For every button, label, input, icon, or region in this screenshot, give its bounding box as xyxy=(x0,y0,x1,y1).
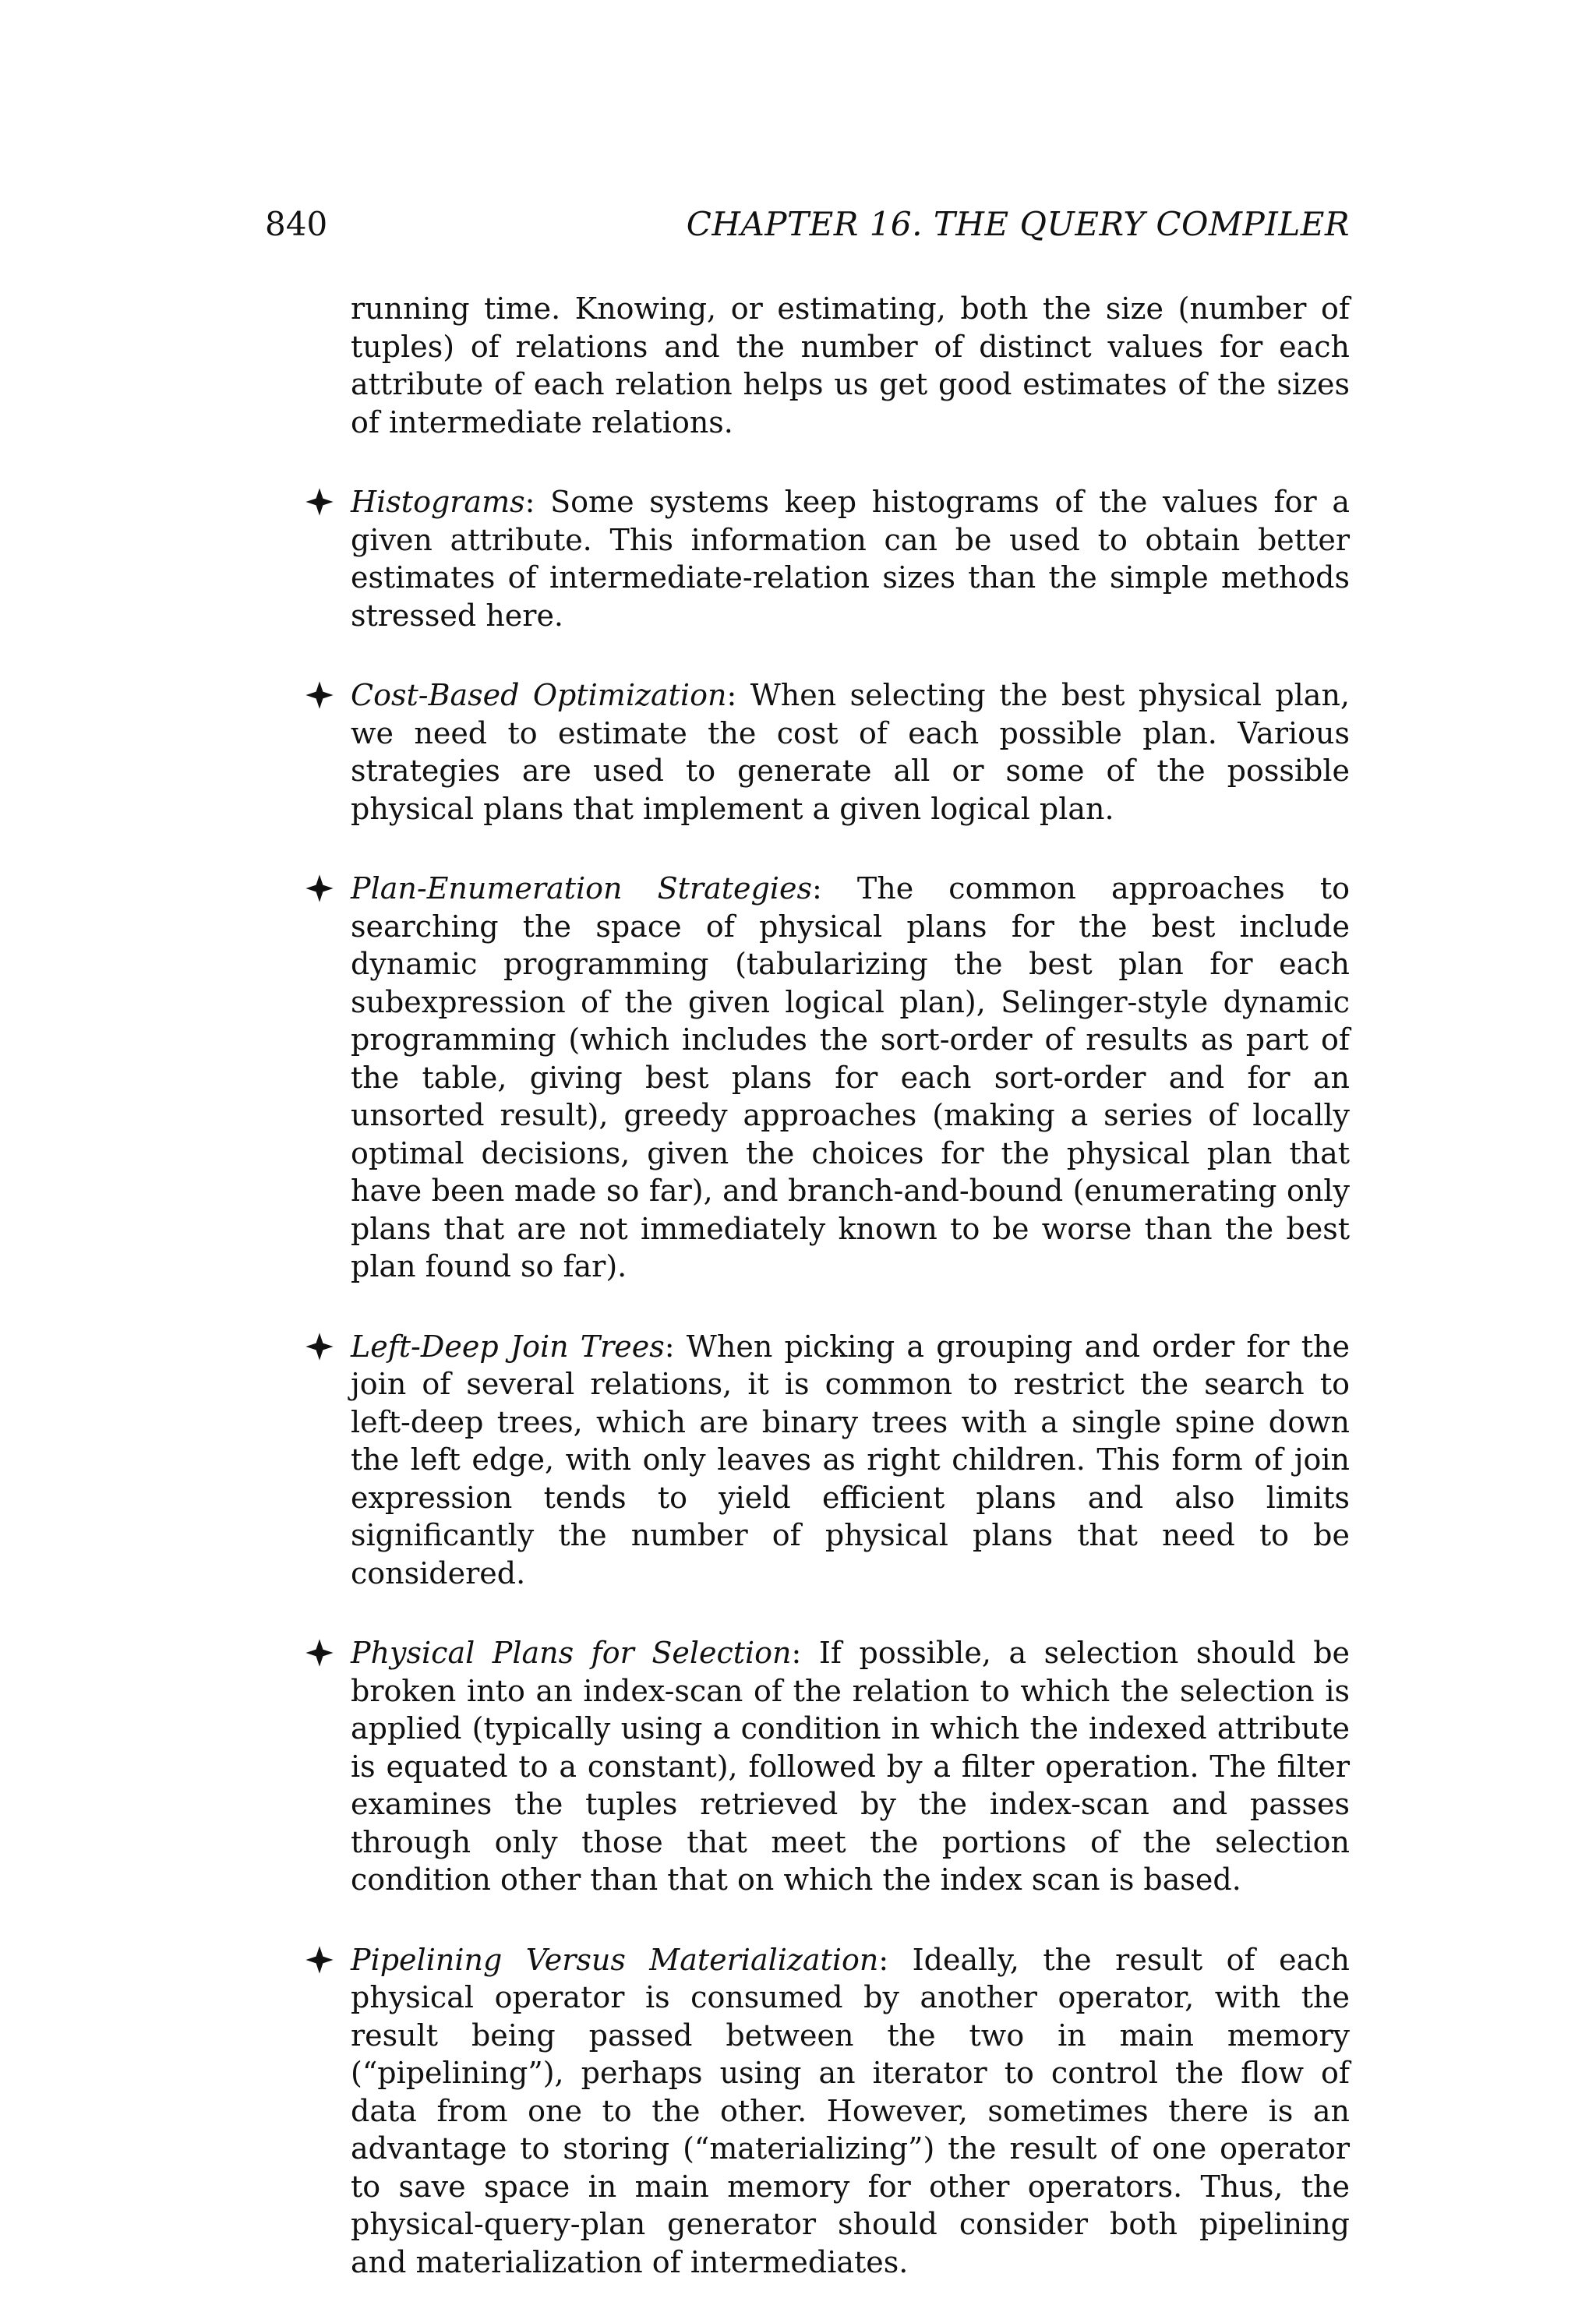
bullet-term: Physical Plans for Selection xyxy=(351,1636,792,1670)
bullet-text: When picking a grouping and order for the join of several relations, it is common to restrict the search to left-deep trees, which are binary trees with a single spine down the left edge, with only leaves as right children. This form of join expression tends to yield efficient plans and also limits significantly the number of physical plans that need to be considered. xyxy=(351,1329,1350,1590)
bullet-plan-enumeration-strategies: Plan-Enumeration Strategies: The common approaches to searching the space of physical plans for the best include dynamic programming (tabularizing the best plan for each subexpression of the given logical plan), Selinger-style dynamic programming (which includes the sort-order of results as part of the table, giving best plans for each sort-order and for an unsorted result), greedy approaches (making a series of locally optimal decisions, given the choices for the physical plan that have been made so far), and branch-and-bound (enumerating only plans that are not immediately known to be worse than the best plan found so far). xyxy=(351,870,1350,1286)
running-head xyxy=(265,201,1350,248)
bullet-text: If possible, a selection should be broken into an index-scan of the relation to which the selection is applied (typically using a condition in which the indexed attribute is equated to a constant), followed by a filter operation. The filter examines the tuples retrieved by the index-scan and passes through only those that meet the portions of the selection condition other than that on which the index scan is based. xyxy=(351,1636,1351,1897)
four-pointed-star-icon xyxy=(302,1634,337,1672)
bullet-cost-based-optimization: Cost-Based Optimization: When selecting the best physical plan, we need to estimate the cost of each possible plan. Various strategies are used to generate all or some of the possible physical plans that implement a given logical plan. xyxy=(351,676,1350,828)
bullet-term: Left-Deep Join Trees xyxy=(351,1329,665,1364)
four-pointed-star-icon xyxy=(302,870,337,907)
four-pointed-star-icon xyxy=(302,1941,337,1979)
bullet-physical-plans-for-selection: Physical Plans for Selection: If possible, a selection should be broken into an index-scan of the relation to which the selection is applied (typically using a condition in which the indexed attribute is equated to a constant), followed by a filter operation. The filter examines the tuples retrieved by the index-scan and passes through only those that meet the portions of the selection condition other than that on which the index scan is based. xyxy=(351,1634,1350,1899)
page-number: 840 xyxy=(265,205,328,243)
four-pointed-star-icon xyxy=(302,1328,337,1365)
bullet-text: The common approaches to searching the space of physical plans for the best include dynamic programming (tabularizing the best plan for each subexpression of the given logical plan), Selinger-style dynamic programming (which includes the sort-order of results as part of the table, giving best plans for each sort-order and for an unsorted result), greedy approaches (making a series of locally optimal decisions, given the choices for the physical plan that have been made so far), and branch-and-bound (enumerating only plans that are not immediately known to be worse than the best plan found so far). xyxy=(351,871,1350,1283)
bullet-left-deep-join-trees: Left-Deep Join Trees: When picking a grouping and order for the join of several relations, it is common to restrict the search to left-deep trees, which are binary trees with a single spine down the left edge, with only leaves as right children. This form of join expression tends to yield efficient plans and also limits significantly the number of physical plans that need to be considered. xyxy=(351,1328,1350,1593)
bullet-term: Plan-Enumeration Strategies xyxy=(351,871,812,906)
bullet-text: Ideally, the result of each physical operator is consumed by another operator, with the result being passed between the two in main memory (“pipelining”), perhaps using an iterator to control the flow of data from one to the other. However, sometimes there is an advantage to storing (“materializing”) the result of one operator to save space in main memory for other operators. Thus, the physical-query-plan generator should consider both pipelining and materialization of intermediates. xyxy=(351,1942,1350,2279)
four-pointed-star-icon xyxy=(302,483,337,521)
four-pointed-star-icon xyxy=(302,676,337,714)
bullet-text: Some systems keep histograms of the values for a given attribute. This information can be used to obtain better estimates of intermediate-relation sizes than the simple methods stressed here. xyxy=(351,485,1350,633)
chapter-title: CHAPTER 16. THE QUERY COMPILER xyxy=(686,205,1350,243)
page-body xyxy=(351,290,1350,2323)
bullet-term: Cost-Based Optimization xyxy=(351,678,727,712)
bullet-histograms: Histograms: Some systems keep histograms of the values for a given attribute. This information can be used to obtain better estimates of intermediate-relation sizes than the simple methods stressed here. xyxy=(351,483,1350,634)
bullet-term: Pipelining Versus Materialization xyxy=(351,1942,879,1977)
intro-paragraph: running time. Knowing, or estimating, both the size (number of tuples) of relations and the number of distinct values for each attribute of each relation helps us get good estimates of the sizes of intermediate relations. xyxy=(351,291,1350,440)
bullet-pipelining-versus-materialization: Pipelining Versus Materialization: Ideally, the result of each physical operator is consumed by another operator, with the result being passed between the two in main memory (“pipelining”), perhaps using an iterator to control the flow of data from one to the other. However, sometimes there is an advantage to storing (“materializing”) the result of one operator to save space in main memory for other operators. Thus, the physical-query-plan generator should consider both pipelining and materialization of intermediates. xyxy=(351,1941,1350,2282)
bullet-term: Histograms xyxy=(351,485,525,519)
bullet-text: When selecting the best physical plan, we need to estimate the cost of each possible plan. Various strategies are used to generate all or some of the possible physical plans that implement a given logical plan. xyxy=(351,678,1351,826)
